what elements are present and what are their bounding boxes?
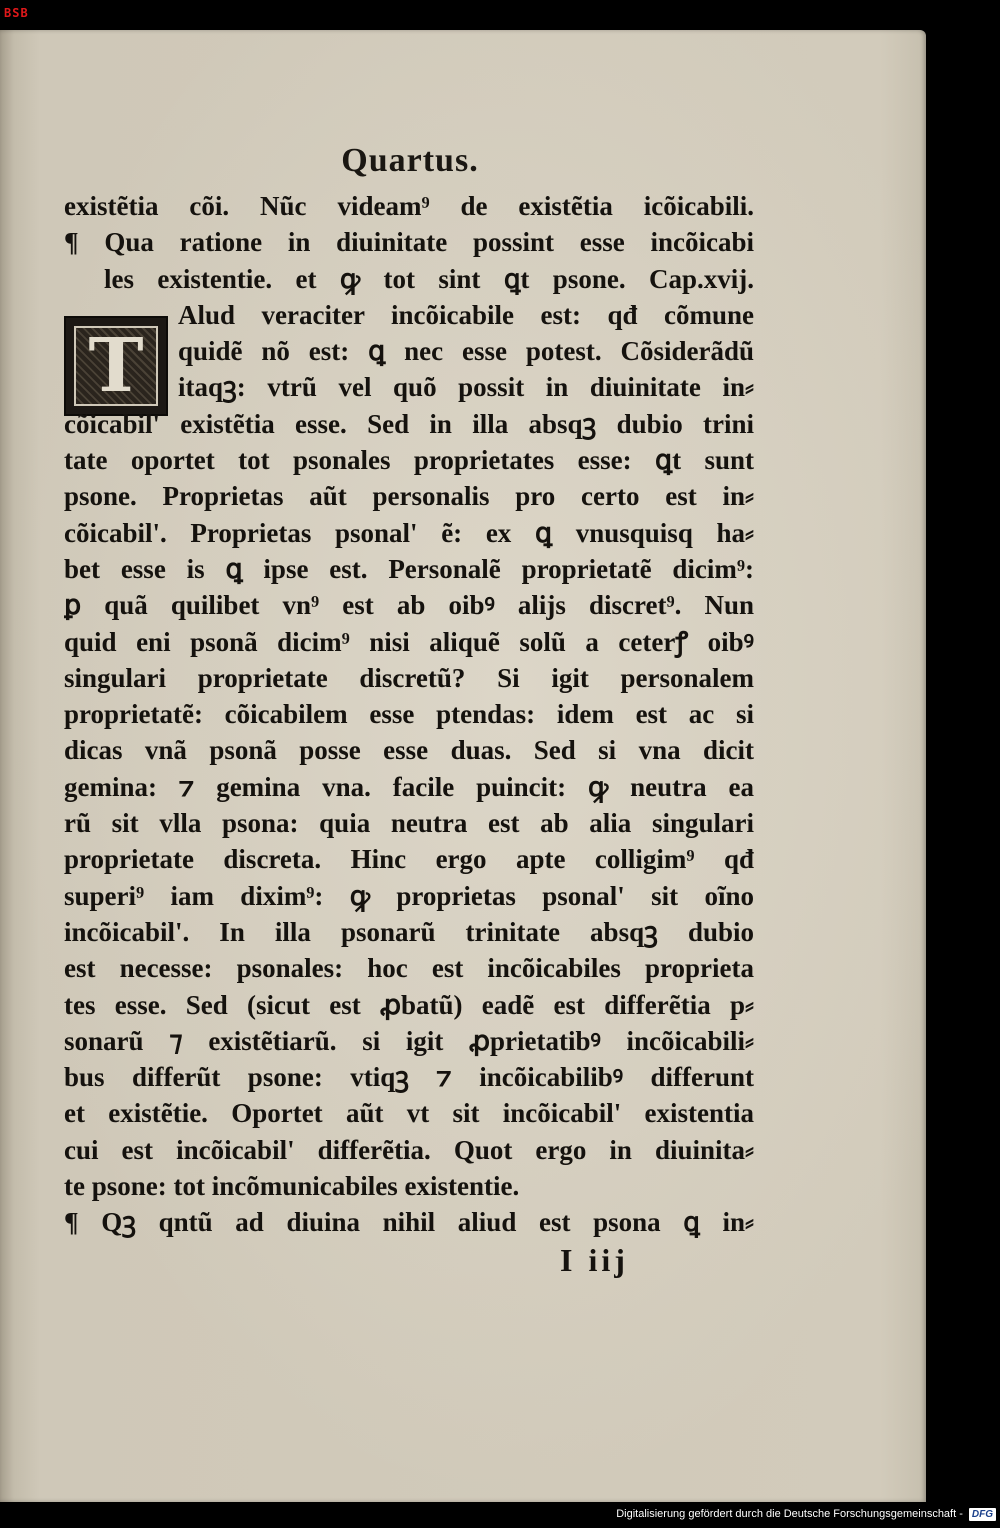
funding-footer bbox=[616, 1504, 996, 1524]
bsb-logo: BSB bbox=[4, 6, 29, 20]
funding-text: Digitalisierung gefördert durch die Deutsche Forschungsgemeinschaft - bbox=[616, 1508, 963, 1520]
text-line: superi⁹ iam dixim⁹: ꝙ proprietas psonal' sit oĩno bbox=[64, 880, 754, 911]
running-head: Quartus. bbox=[341, 142, 479, 179]
text-line: cõicabil'. Proprietas psonal' ẽ: ex ꝗ vnusquisq ha⸗ bbox=[64, 517, 754, 548]
text-line: gemina: ⁊ gemina vna. facile puincit: ꝙ neutra ea bbox=[64, 771, 754, 802]
text-line: te psone: tot incõmunicabiles existentie. bbox=[64, 1171, 520, 1202]
text-line: bet esse is ꝗ ipse est. Personalẽ proprietatẽ dicim⁹: bbox=[64, 553, 754, 584]
signature-mark: I iij bbox=[560, 1242, 629, 1278]
text-line: singulari proprietate discretũ? Si igit personalem bbox=[64, 662, 754, 693]
text-line: incõicabil'. In illa psonarũ trinitate absqꝫ dubio bbox=[64, 916, 754, 947]
text-line: ꝑ quã quilibet vn⁹ est ab oibꝰ alijs discret⁹. Nun bbox=[64, 590, 754, 621]
text-line: dicas vnã psonã posse esse duas. Sed si vna dicit bbox=[64, 735, 754, 766]
text-line: proprietate discreta. Hinc ergo apte colligim⁹ qđ bbox=[64, 844, 754, 875]
book-page bbox=[0, 30, 926, 1502]
text-line: bus differũt psone: vtiqꝫ ⁊ incõicabilibꝰ differunt bbox=[64, 1062, 754, 1093]
text-line: sonarũ ⁊ existẽtiarũ. si igit ꝓprietatibꝰ incõicabili⸗ bbox=[64, 1025, 754, 1056]
text-line: ¶ Qua ratione in diuinitate possint esse incõicabi bbox=[64, 227, 754, 258]
initial-letter: T bbox=[88, 323, 144, 409]
text-line: tes esse. Sed (sicut est ꝓbatũ) eadẽ est differẽtia p⸗ bbox=[64, 989, 754, 1020]
text-line: tate oportet tot psonales proprietates esse: ꝗt sunt bbox=[64, 445, 754, 476]
text-line: ¶ Qꝫ qntũ ad diuina nihil aliud est psona ꝗ in⸗ bbox=[64, 1207, 754, 1238]
text-line: rũ sit vlla psona: quia neutra est ab alia singulari bbox=[64, 808, 754, 839]
text-line: psone. Proprietas aũt personalis pro certo est in⸗ bbox=[64, 481, 754, 512]
text-line: proprietatẽ: cõicabilem esse ptendas: idem est ac si bbox=[64, 699, 754, 730]
text-line: itaqꝫ: vtrũ vel quõ possit in diuinitate in⸗ bbox=[178, 372, 754, 403]
text-line: les existentie. et ꝙ tot sint ꝗt psone. Cap.xvij. bbox=[104, 263, 754, 294]
text-line: cui est incõicabil' differẽtia. Quot ergo in diuinita⸗ bbox=[64, 1134, 754, 1165]
text-line: cõicabil' existẽtia esse. Sed in illa absqꝫ dubio trini bbox=[64, 408, 754, 439]
text-line: est necesse: psonales: hoc est incõicabiles proprieta bbox=[64, 953, 754, 984]
body-text bbox=[64, 188, 754, 1241]
text-line: quid eni psonã dicim⁹ nisi aliquẽ solũ a ceterꝭ oibꝰ bbox=[64, 626, 754, 657]
text-line: quidẽ nõ est: ꝗ nec esse potest. Cõsiderãdũ bbox=[178, 336, 754, 367]
text-line: et existẽtie. Oportet aũt vt sit incõicabil' existentia bbox=[64, 1098, 754, 1129]
text-line: Alud veraciter incõicabile est: qđ cõmune bbox=[178, 299, 754, 330]
dfg-logo: DFG bbox=[969, 1508, 996, 1521]
text-line: existẽtia cõi. Nũc videam⁹ de existẽtia icõicabili. bbox=[64, 191, 754, 221]
